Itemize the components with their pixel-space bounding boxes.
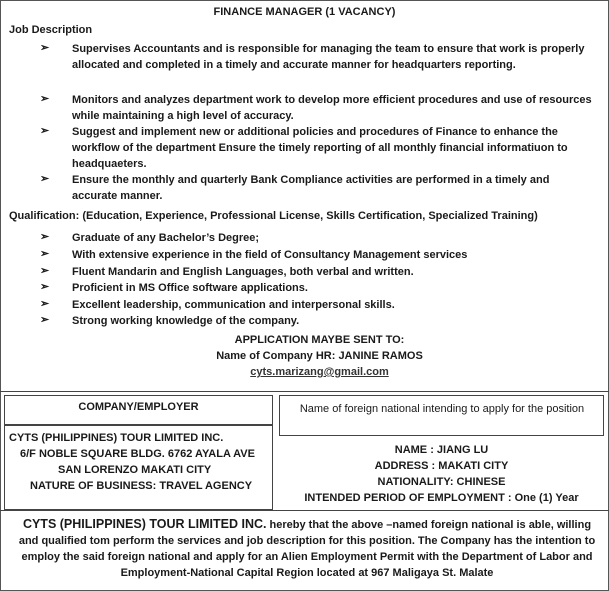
bullet-icon: ➢ [40,314,50,326]
qualification-item: Strong working knowledge of the company. [72,315,300,327]
foreign-national-line: ADDRESS : MAKATI CITY [374,460,509,472]
footer-company: CYTS (PHILIPPINES) TOUR LIMITED INC. [22,517,267,531]
job-description-item: Supervises Accountants and is responsible for managing the team to ensure that work is properly allocated and completed in a timely and accurate manner for headquarters reporting. [72,43,585,71]
footer-text: hereby that the above –named foreign national is able, willing and qualified tom perform the services and job description for this position. The Company has the intention to employ the said foreign national and apply for an Alien Employment Permit with the Department of Labor and Employment-National Capital Region located at 967 Maligaya St. Malate [18,519,596,579]
job-description-item: Suggest and implement new or additional policies and procedures of Finance to enhance the workflow of the department Ensure the timely reporting of all monthly financial informatiuon to headquaeters. [72,126,568,170]
qualification-item: Graduate of any Bachelor’s Degree; [72,232,260,244]
page-title: FINANCE MANAGER (1 VACANCY) [213,6,396,18]
employer-line: CYTS (PHILIPPINES) TOUR LIMITED INC. [9,432,224,444]
bullet-icon: ➢ [40,125,50,137]
foreign-national-heading: Name of foreign national intending to apply for the position [299,403,585,415]
qualification-item: Excellent leadership, communication and interpersonal skills. [72,299,395,311]
bullet-icon: ➢ [40,93,50,105]
bullet-icon: ➢ [40,231,50,243]
qualification-item: With extensive experience in the field of Consultancy Management services [72,249,468,261]
foreign-national-line: INTENDED PERIOD OF EMPLOYMENT : One (1) Year [304,492,579,504]
application-email[interactable]: cyts.marizang@gmail.com [250,366,389,378]
bullet-icon: ➢ [40,42,50,54]
application-contact: Name of Company HR: JANINE RAMOS [216,350,423,362]
foreign-national-line: NATIONALITY: CHINESE [377,476,506,488]
divider [0,510,609,511]
bullet-icon: ➢ [40,298,50,310]
qualification-heading: Qualification: (Education, Experience, Professional License, Skills Certification, Specialized Training) [9,210,538,222]
bullet-icon: ➢ [40,281,50,293]
employer-line: 6/F NOBLE SQUARE BLDG. 6762 AYALA AVE [20,448,255,460]
bullet-icon: ➢ [40,265,50,277]
divider [0,391,609,392]
foreign-national-line: NAME : JIANG LU [394,444,489,456]
application-heading: APPLICATION MAYBE SENT TO: [234,334,405,346]
job-description-heading: Job Description [9,24,93,36]
employer-line: SAN LORENZO MAKATI CITY [58,464,212,476]
employer-line: NATURE OF BUSINESS: TRAVEL AGENCY [30,480,253,492]
qualification-item: Proficient in MS Office software applications. [72,282,308,294]
qualification-item: Fluent Mandarin and English Languages, both verbal and written. [72,266,414,278]
application-email-wrap [0,366,609,378]
employer-heading: COMPANY/EMPLOYER [78,401,199,413]
bullet-icon: ➢ [40,248,50,260]
job-description-item: Ensure the monthly and quarterly Bank Compliance activities are performed in a timely and accurate manner. [72,174,550,202]
bullet-icon: ➢ [40,173,50,185]
job-description-item: Monitors and analyzes department work to develop more efficient procedures and use of resources while maintaining a high level of accuracy. [72,94,592,122]
footer-statement [12,516,602,581]
